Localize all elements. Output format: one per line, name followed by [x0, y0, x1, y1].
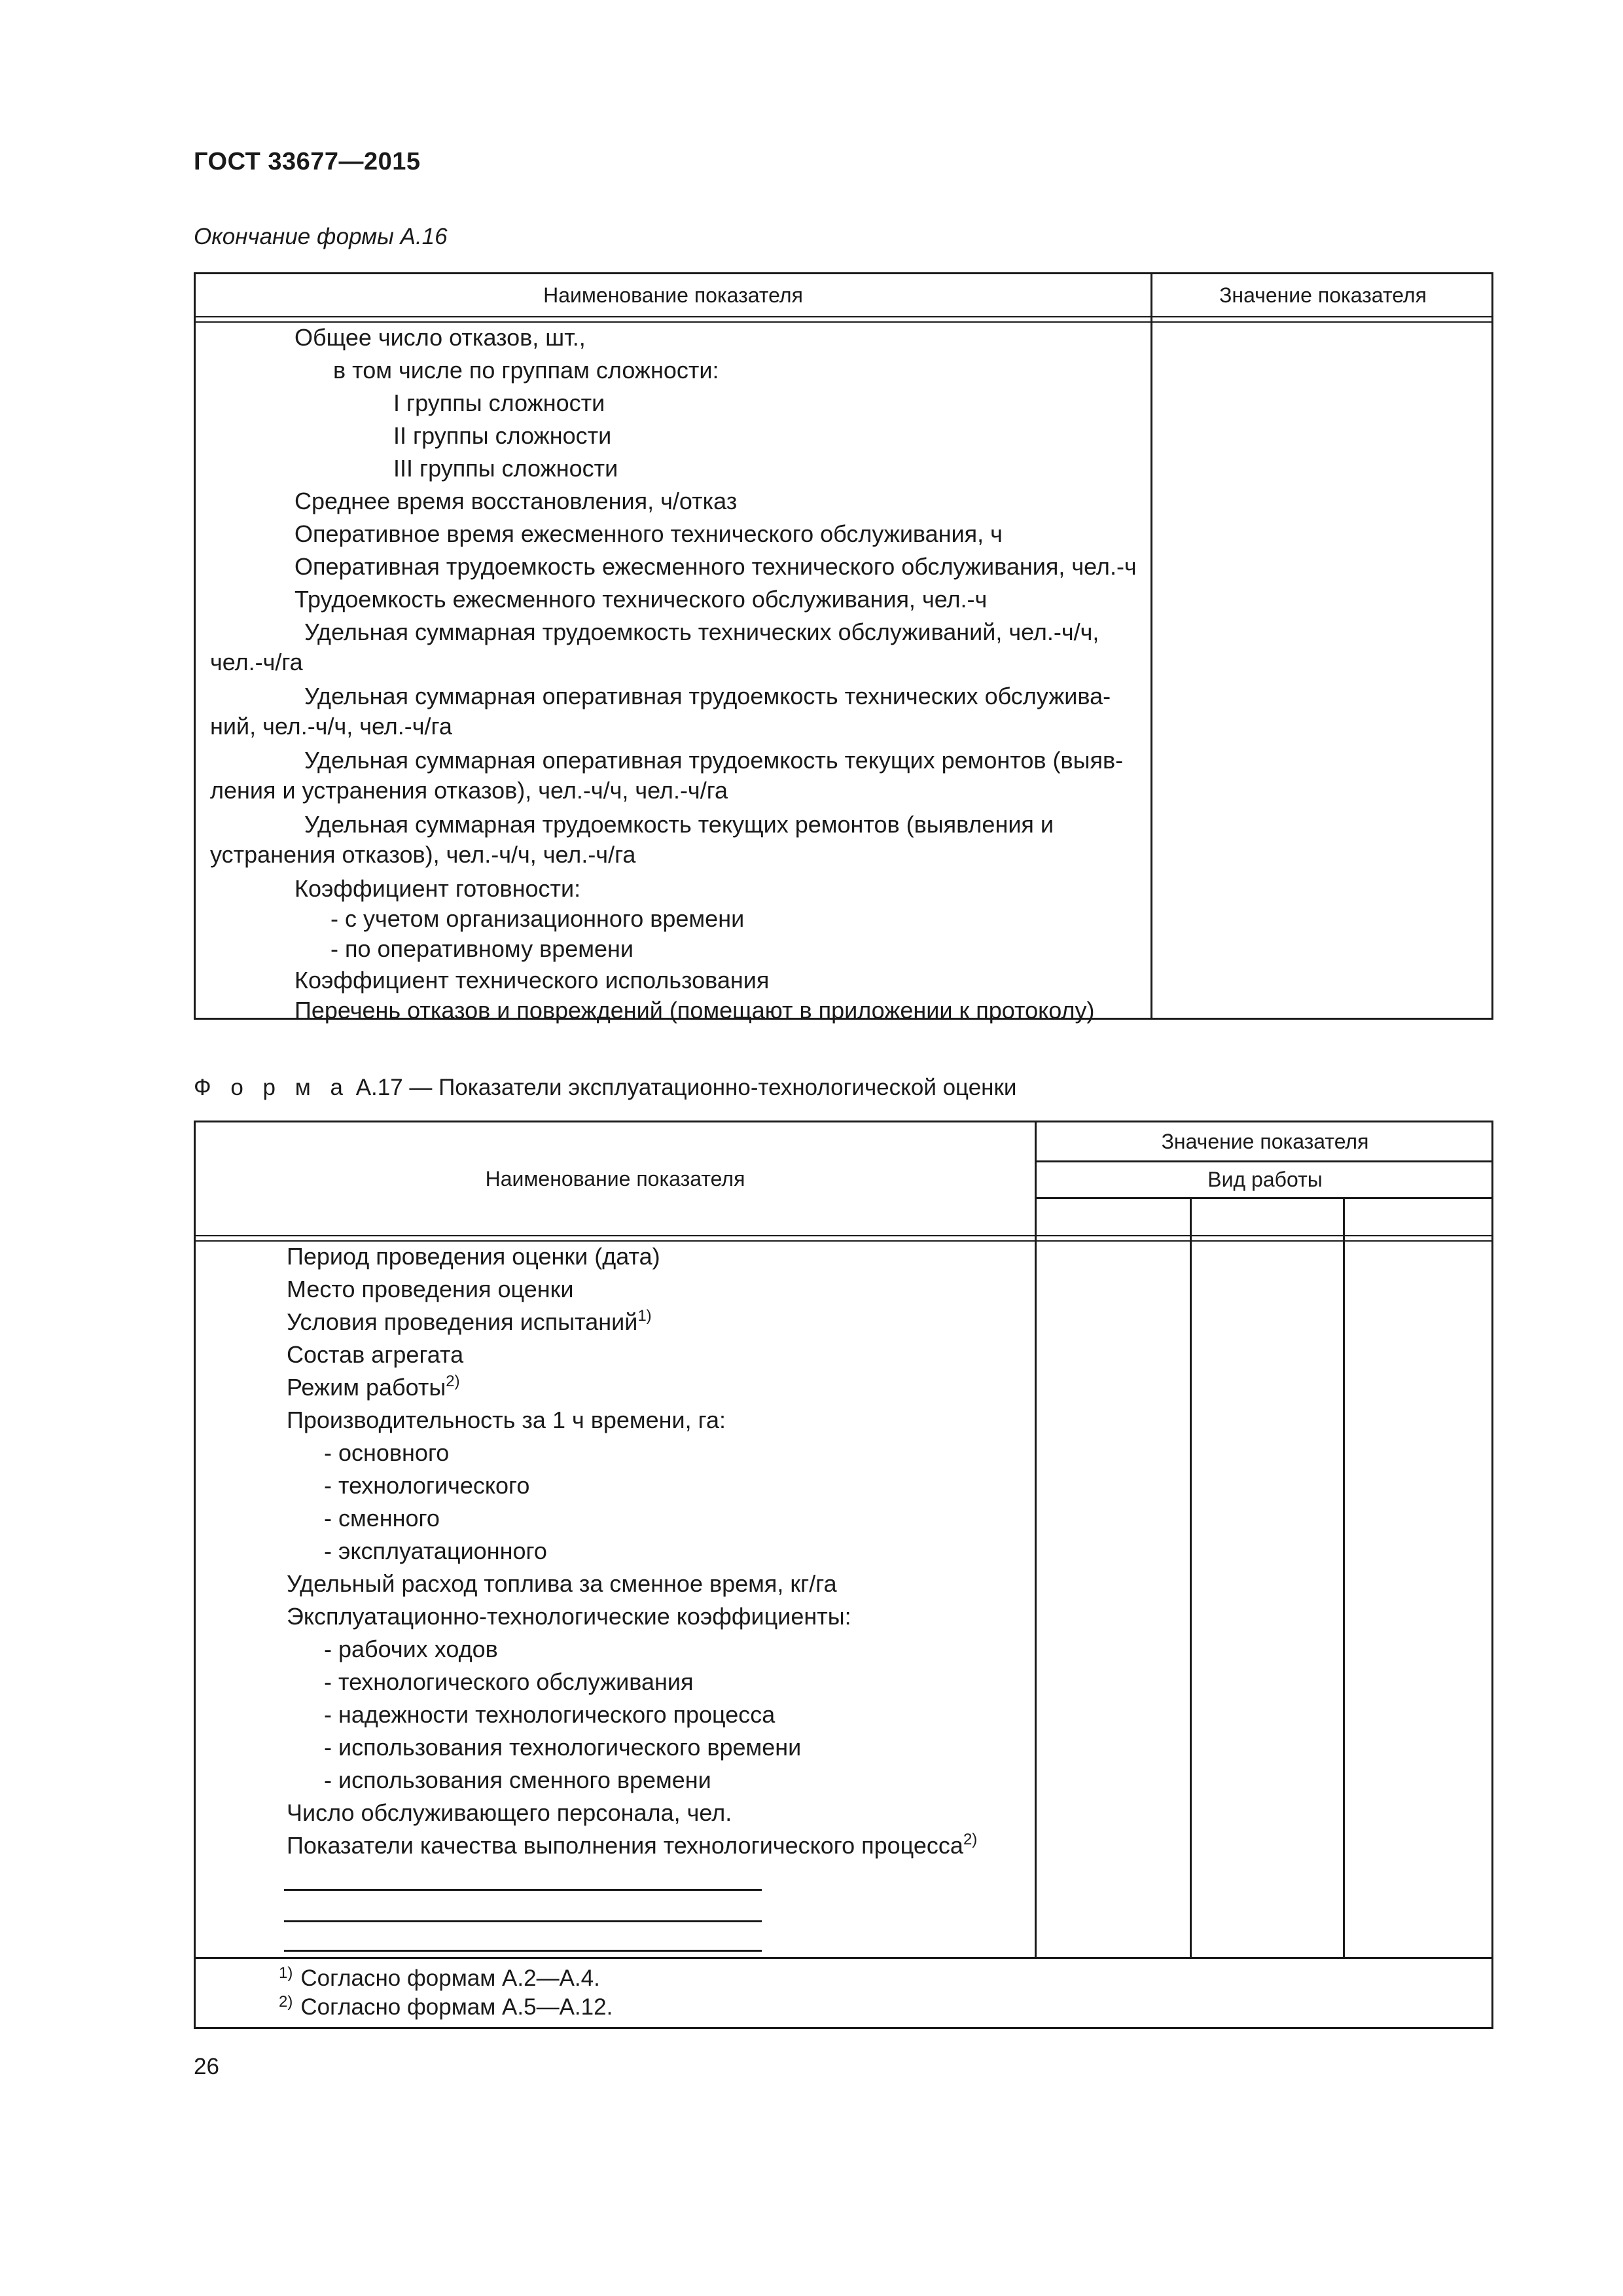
col-header-name: Наименование показателя: [543, 283, 803, 307]
footnote-ref: 1): [637, 1307, 652, 1325]
row-text: Удельная суммарная трудоемкость текущих ремонтов (выявления и: [304, 811, 1054, 838]
header-rule: [196, 1235, 1491, 1236]
footnote-rule: [196, 1957, 1491, 1959]
table-row: III группы сложности: [393, 455, 618, 482]
row-text-continuation: ний, чел.-ч/ч, чел.-ч/га: [210, 713, 452, 740]
column-divider: [1343, 1197, 1345, 1957]
table-row: Трудоемкость ежесменного технического обслуживания, чел.-ч: [294, 586, 988, 613]
header-rule: [1035, 1197, 1493, 1199]
form-a16-caption: Окончание формы А.16: [194, 224, 448, 249]
table-row: Состав агрегата: [287, 1341, 464, 1368]
col-header-value: Значение показателя: [1219, 283, 1427, 307]
form-a17-table: [194, 1121, 1493, 2029]
table-row: Коэффициент готовности:: [294, 875, 581, 902]
column-divider: [1150, 274, 1152, 1018]
table-row: Среднее время восстановления, ч/отказ: [294, 488, 738, 514]
form-title-text: А.17 — Показатели эксплуатационно-технологической оценки: [355, 1075, 1017, 1100]
header-rule: [196, 316, 1491, 317]
column-divider: [1035, 1122, 1037, 1957]
table-row: Эксплуатационно-технологические коэффициенты:: [287, 1603, 851, 1630]
footnote-mark: 2): [279, 1993, 293, 2011]
footnote-text: Согласно формам А.5—А.12.: [300, 1994, 613, 2020]
blank-fill-line: [284, 1889, 762, 1891]
table-row: Период проведения оценки (дата): [287, 1243, 660, 1270]
table-row: Оперативное время ежесменного технического обслуживания, ч: [294, 520, 1003, 547]
table-row: [210, 617, 1134, 677]
table-row: [210, 681, 1134, 742]
table-row: I группы сложности: [393, 389, 605, 416]
table-row: - основного: [324, 1439, 450, 1466]
row-text: Удельная суммарная оперативная трудоемкость технических обслужива-: [304, 683, 1111, 709]
footnote-text: Согласно формам А.2—А.4.: [300, 1965, 600, 1991]
footnote: [279, 1964, 600, 1993]
blank-fill-line: [284, 1920, 762, 1922]
row-text: Удельная суммарная оперативная трудоемкость текущих ремонтов (выяв-: [304, 747, 1124, 774]
blank-fill-line: [284, 1950, 762, 1952]
row-text: Показатели качества выполнения технологического процесса: [287, 1832, 963, 1859]
table-row: - надежности технологического процесса: [324, 1701, 776, 1728]
table-row: Оперативная трудоемкость ежесменного технического обслуживания, чел.-ч: [294, 553, 1137, 580]
row-text: Условия проведения испытаний: [287, 1308, 638, 1335]
table-row: [210, 745, 1134, 806]
table-row: - рабочих ходов: [324, 1636, 498, 1662]
table-row: [287, 1306, 652, 1338]
row-text: Режим работы: [287, 1374, 446, 1401]
row-text-continuation: ления и устранения отказов), чел.-ч/ч, чел.-ч/га: [210, 777, 728, 804]
row-text-continuation: чел.-ч/га: [210, 649, 303, 675]
table-row: - эксплуатационного: [324, 1537, 547, 1564]
footnote-ref: 2): [446, 1372, 460, 1390]
footnote-mark: 1): [279, 1964, 293, 1982]
page-number: 26: [194, 2054, 219, 2079]
table-row: Коэффициент технического использования: [294, 967, 770, 994]
document-id: ГОСТ 33677—2015: [194, 148, 421, 175]
footnote-ref: 2): [963, 1831, 978, 1848]
table-row: в том числе по группам сложности:: [333, 357, 719, 384]
table-row: - использования технологического времени: [324, 1734, 802, 1761]
table-row: II группы сложности: [393, 422, 612, 449]
col-header-work-type: Вид работы: [1207, 1168, 1323, 1191]
table-row: - использования сменного времени: [324, 1767, 711, 1793]
table-row: - с учетом организационного времени: [330, 905, 745, 932]
table-row: Перечень отказов и повреждений (помещают в приложении к протоколу): [294, 997, 1095, 1024]
table-row: Число обслуживающего персонала, чел.: [287, 1799, 732, 1826]
column-divider: [1190, 1197, 1192, 1957]
footnote: [279, 1993, 613, 2022]
table-row: Место проведения оценки: [287, 1276, 574, 1302]
form-a17-title: [194, 1075, 1016, 1101]
table-row: Общее число отказов, шт.,: [294, 324, 586, 351]
table-row: - технологического обслуживания: [324, 1668, 694, 1695]
table-row: - по оперативному времени: [330, 935, 634, 962]
table-row: [287, 1829, 977, 1862]
table-row: - сменного: [324, 1505, 440, 1532]
form-a16-table: [194, 272, 1493, 1024]
col-header-name: Наименование показателя: [485, 1166, 745, 1191]
table-row: Удельный расход топлива за сменное время, кг/га: [287, 1570, 837, 1597]
table-row: [210, 810, 1134, 870]
row-text-continuation: устранения отказов), чел.-ч/ч, чел.-ч/га: [210, 841, 636, 868]
form-label: Ф о р м а: [194, 1075, 349, 1100]
row-text: Удельная суммарная трудоемкость технических обслуживаний, чел.-ч/ч,: [304, 619, 1099, 645]
table-row: [287, 1371, 460, 1404]
table-row: - технологического: [324, 1472, 530, 1499]
table-row: Производительность за 1 ч времени, га:: [287, 1407, 726, 1433]
col-header-value: Значение показателя: [1161, 1129, 1369, 1153]
